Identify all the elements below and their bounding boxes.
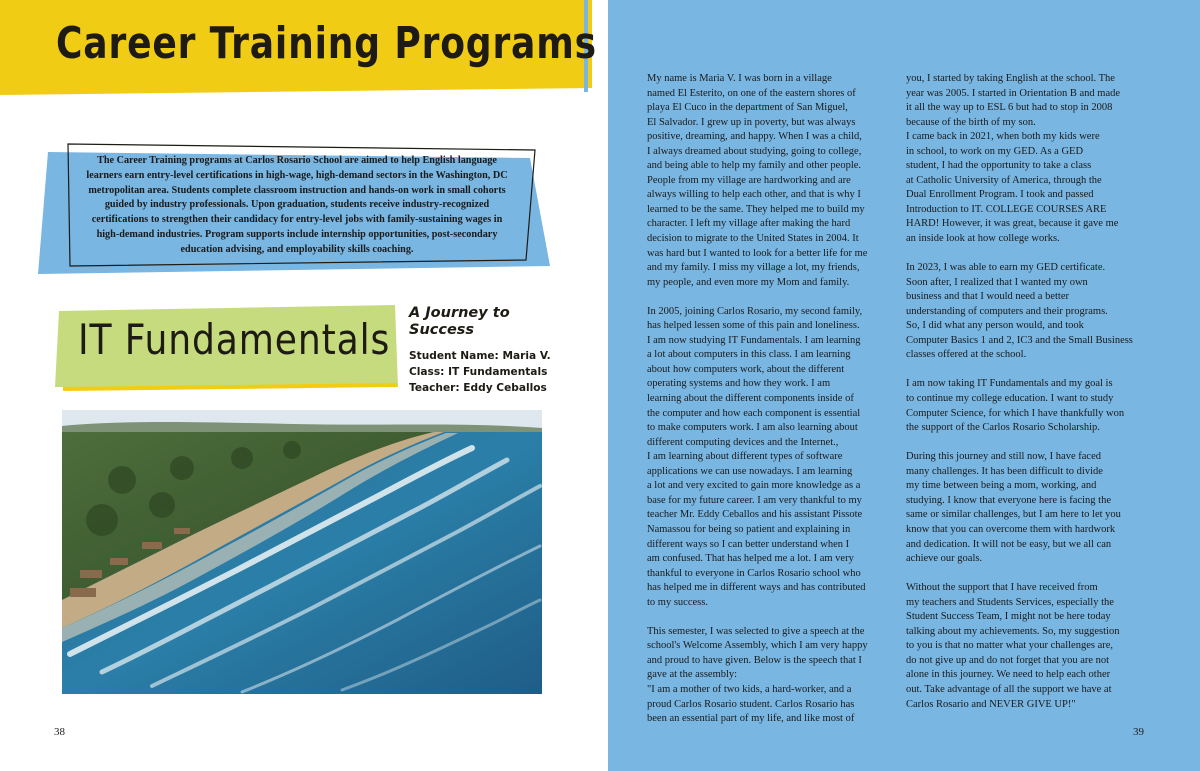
story-column-1: My name is Maria V. I was born in a village named El Esterito, on one of the eastern shores of playa El Cuco in the department of San Miguel, El Salvador. I grew up in poverty, but was always positive, dreaming, and happy. When I was a child, I always dreamed about studying, going to college, and being able to help my family and other people. People from my village are hardworking and are always willing to help each other, and that is why I learned to be the same. They helped me to build my character. I left my village after making the hard decision to migrate to the United States in 2004. It was hard but I wanted to look for a better life for me and my family. I miss my village a lot, my friends, my people, and even more my Mom and family. In 2005, joining Carlos Rosario, my second family, has helped lessen some of this pain and loneliness. I am now studying IT Fundamentals. I am learning a lot about computers in this class. I am learning about how computers work, about the different operating systems and how they work. I am learning about the different components inside of the computer and how each component is essential to make computers work. I am also learning about different computing devices and the Internet., I am learning about different types of software applications we can use nowadays. I am learning a lot and very excited to gain more knowledge as a base for my future career. I am very thankful to my teacher Mr. Eddy Ceballos and his assistant Pissote Namassou for being so patient and explaining in different ways so I can better understand when I am confused. That has helped me a lot. I am very thankful to everyone in Carlos Rosario school who has helped me in different ways and has contributed to my success. This semester, I was selected to give a speech at the school's Welcome Assembly, which I am very happy and proud to have given. Below is the speech that I gave at the assembly: "I am a mother of two kids, a hard-worker, and a proud Carlos Rosario student. Carlos Rosario has been an essential part of my life, and like most of [647,73,868,725]
story-column-2: you, I started by taking English at the school. The year was 2005. I started in Orientation B and made it all the way up to ESL 6 but had to stop in 2008 because of the birth of my son. I came back in 2021, when both my kids were in school, to work on my GED. As a GED student, I had the opportunity to take a class at Catholic University of America, through the Dual Enrollment Program. I took and passed Introduction to IT. COLLEGE COURSES ARE HARD! However, it was great, because it gave me an inside look at how college works. In 2023, I was able to earn my GED certificate. Soon after, I realized that I wanted my own business and that I would need a better understanding of computers and their programs. So, I did what any person would, and took Computer Basics 1 and 2, IC3 and the Small Business classes offered at the school. I am now taking IT Fundamentals and my goal is to continue my college education. I want to study Computer Science, for which I have thankfully won the support of the Carlos Rosario Scholarship. During this journey and still now, I have faced many challenges. It has been difficult to divide my time between being a mom, working, and studying. I know that everyone here is facing the same or similar challenges, but I am here to let you know that you can overcome them with hardwork and dedication. It will not be easy, but we all can achieve our goals. Without the support that I have received from my teachers and Students Services, especially the Student Success Team, I might not be here today talking about my achievements. So, my suggestion to you is that no matter what your challenges are, do not give up and do not forget that you are not alone in this journey. We need to help each other out. Take advantage of all the support we have at Carlos Rosario and NEVER GIVE UP!" [906,73,1133,710]
class-name: Class: IT Fundamentals [409,366,548,378]
intro-paragraph: The Career Training programs at Carlos Rosario School are aimed to help English language learners earn entry-level certifications in high-wage, high-demand sectors in the Washington, DC metropolitan area. Students complete classroom instruction and hands-on work in small cohorts guided by industry professionals. Upon graduation, students receive industry-recognized certifications to strengthen their candidacy for entry-level jobs with family-sustaining wages in high-demand industries. Program supports include internship opportunities, post-secondary education advising, and employability skills coaching. [86,155,508,255]
coastline-photo [62,410,542,694]
page-number-right: 39 [1133,726,1144,738]
journey-subtitle: A Journey to Success [409,305,510,338]
student-name: Student Name: Maria V. [409,350,551,362]
page-number-left: 38 [54,726,65,738]
program-title: IT Fundamentals [78,315,391,364]
teacher-name: Teacher: Eddy Ceballos [409,382,547,394]
page-title: Career Training Programs [56,18,597,69]
